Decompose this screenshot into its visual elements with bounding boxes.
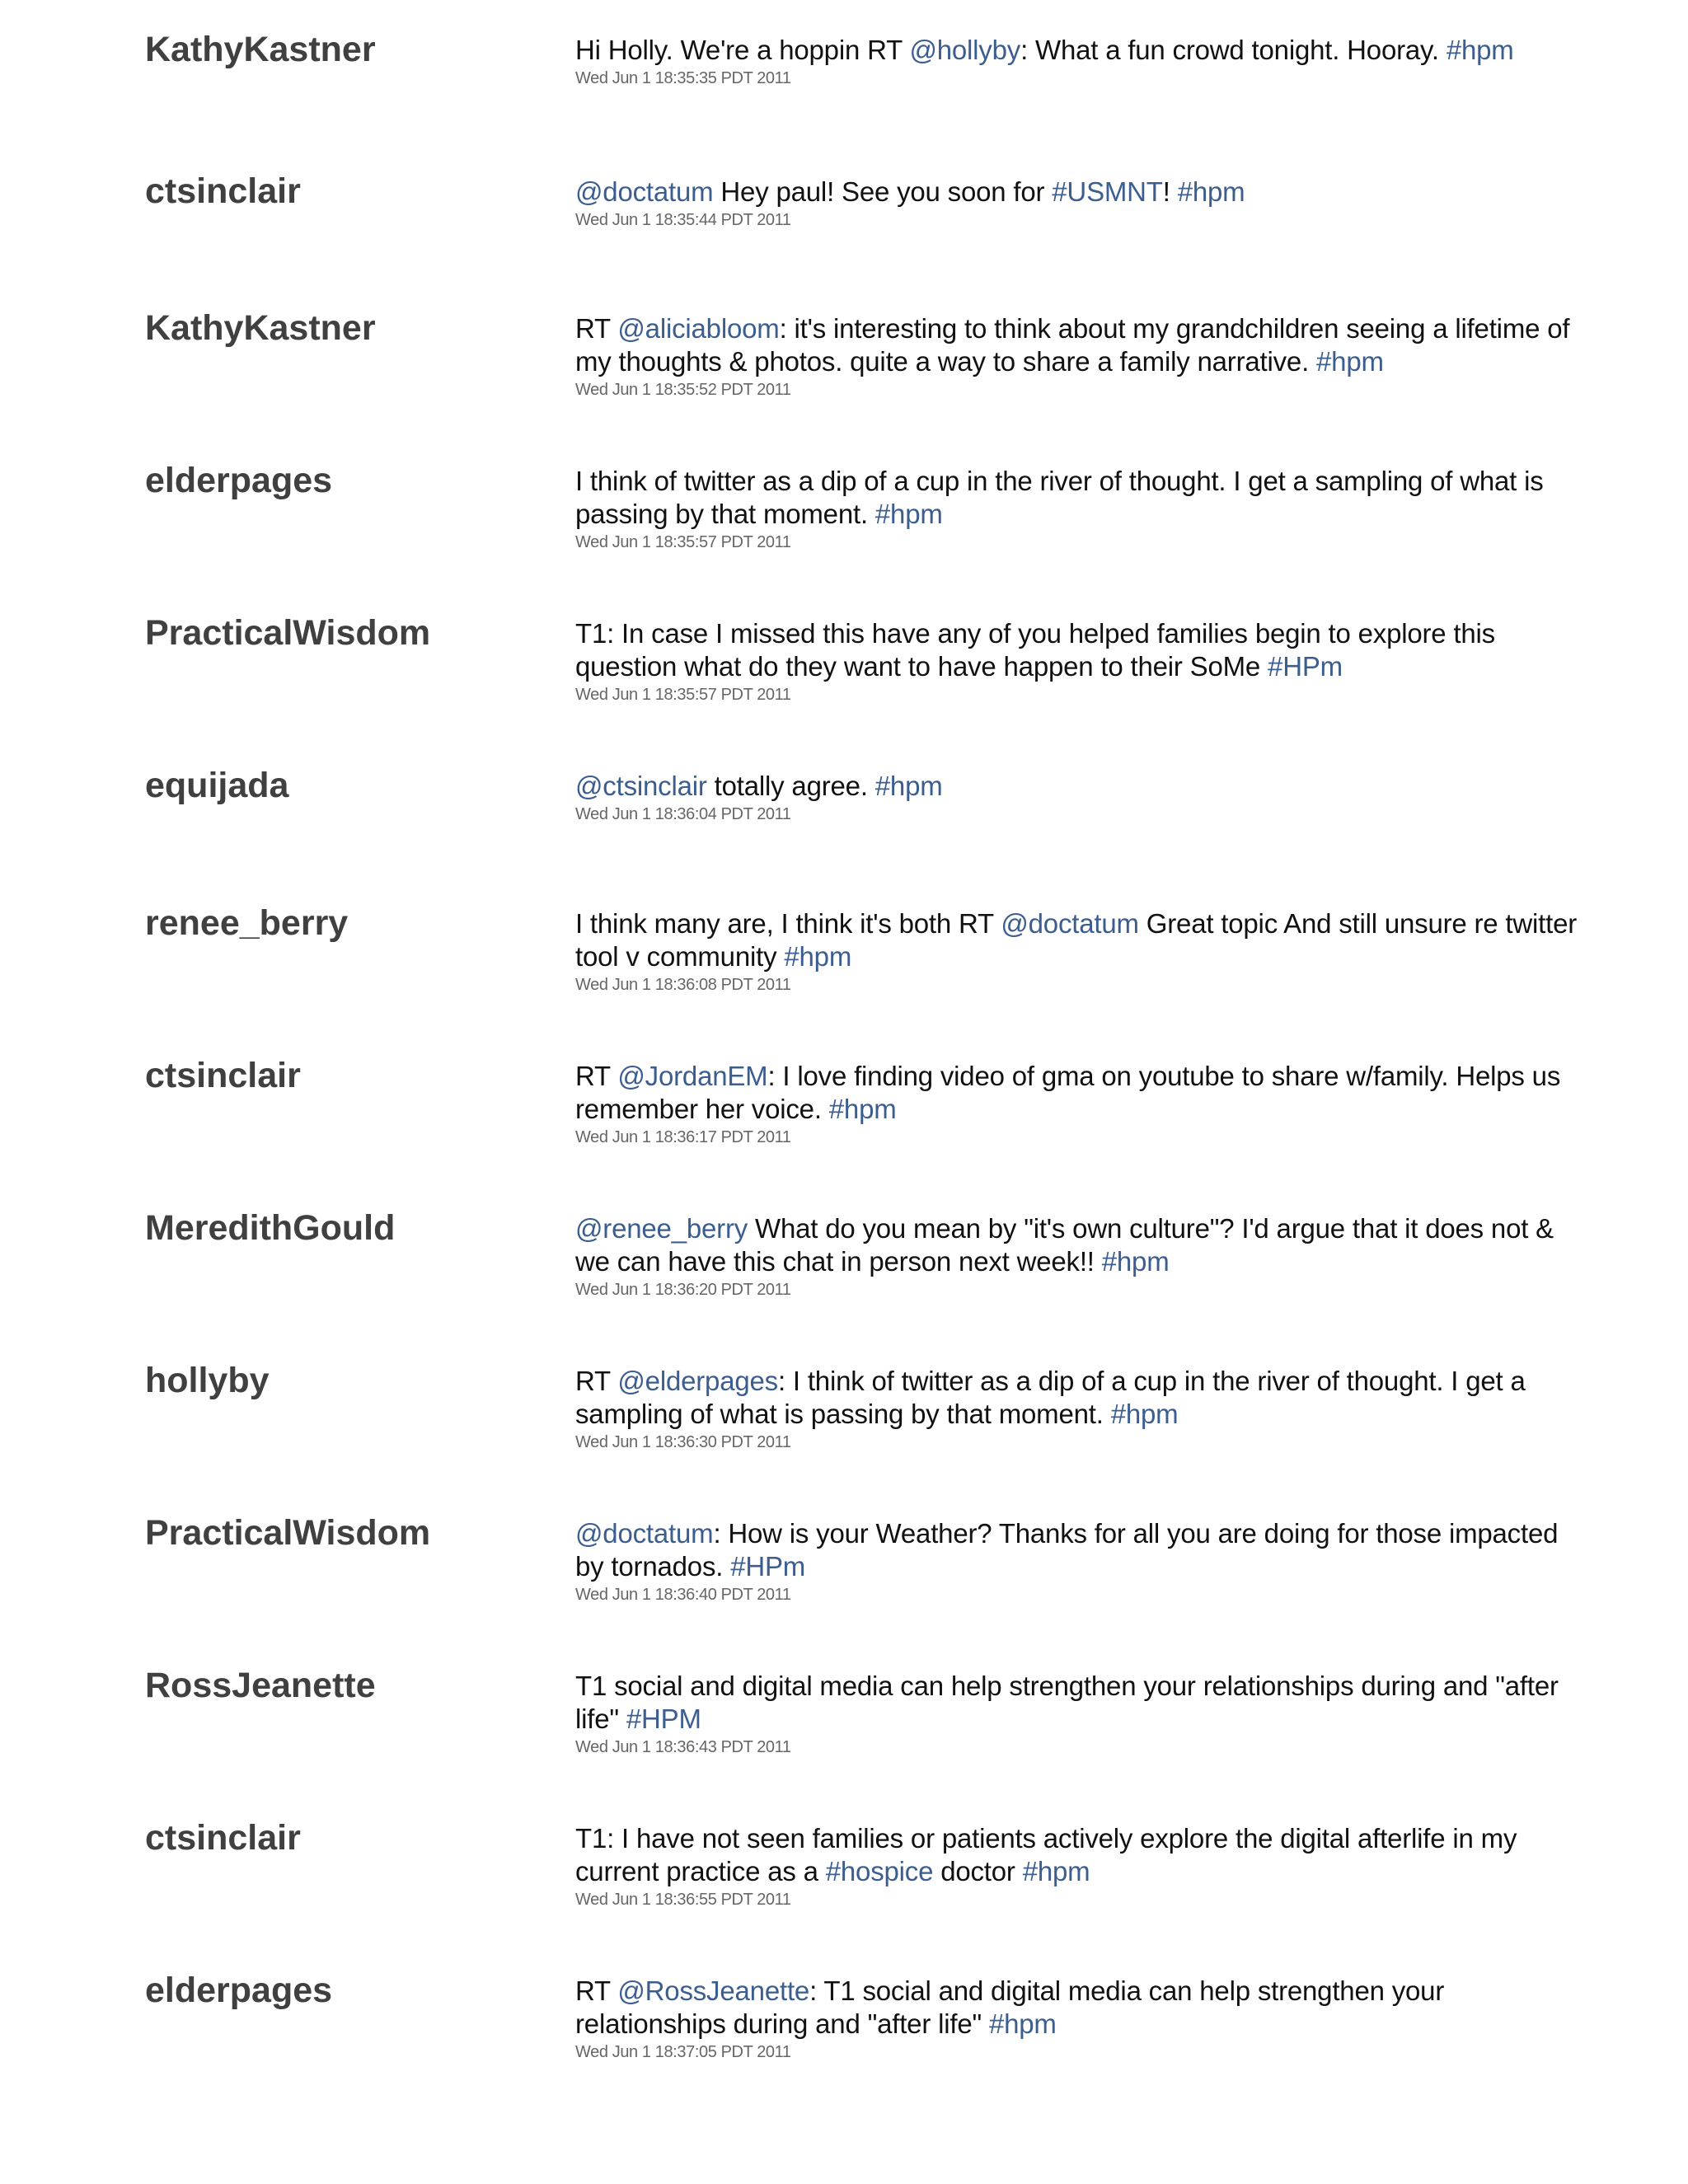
tweet-text bbox=[575, 1060, 1589, 1126]
tweet-text bbox=[575, 176, 1589, 209]
mention-link[interactable]: @doctatum bbox=[575, 1518, 714, 1549]
tweet-text-segment: doctor bbox=[933, 1856, 1023, 1886]
tweet-timestamp: Wed Jun 1 18:36:17 PDT 2011 bbox=[575, 1128, 791, 1146]
tweet-timestamp: Wed Jun 1 18:36:40 PDT 2011 bbox=[575, 1586, 791, 1604]
tweet-timestamp: Wed Jun 1 18:35:52 PDT 2011 bbox=[575, 381, 791, 399]
tweet-timestamp: Wed Jun 1 18:35:57 PDT 2011 bbox=[575, 686, 791, 704]
tweet-timestamp: Wed Jun 1 18:36:08 PDT 2011 bbox=[575, 976, 791, 994]
tweet-text bbox=[575, 1517, 1589, 1583]
hashtag-link[interactable]: #USMNT bbox=[1052, 176, 1163, 207]
tweet-timestamp: Wed Jun 1 18:36:04 PDT 2011 bbox=[575, 805, 791, 823]
tweet-content bbox=[575, 1517, 1589, 1605]
hashtag-link[interactable]: #HPM bbox=[626, 1704, 701, 1734]
tweet-username[interactable]: RossJeanette bbox=[145, 1666, 376, 1705]
tweet-username[interactable]: MeredithGould bbox=[145, 1208, 396, 1248]
tweet-text-segment: : I love finding video of gma on youtube to share w/family. Helps us remember her voice. bbox=[575, 1061, 1561, 1124]
tweet-text-segment: RT bbox=[575, 1061, 618, 1091]
hashtag-link[interactable]: #hpm bbox=[1110, 1399, 1179, 1429]
hashtag-link[interactable]: #hpm bbox=[988, 2008, 1057, 2039]
hashtag-link[interactable]: #hpm bbox=[1022, 1856, 1090, 1886]
tweet-text-segment: Great topic And still unsure re twitter tool v community bbox=[575, 908, 1578, 972]
hashtag-link[interactable]: #hospice bbox=[825, 1856, 934, 1886]
tweet-username[interactable]: renee_berry bbox=[145, 903, 349, 943]
tweet-text-segment: T1 social and digital media can help strengthen your relationships during and "after life" bbox=[575, 1671, 1559, 1734]
tweet-content bbox=[575, 1365, 1589, 1453]
tweet-content bbox=[575, 1060, 1589, 1148]
mention-link[interactable]: @hollyby bbox=[909, 35, 1021, 65]
tweet-text-segment: T1: I have not seen families or patients actively explore the digital afterlife in my current practice as a bbox=[575, 1823, 1517, 1886]
hashtag-link[interactable]: #hpm bbox=[1177, 176, 1245, 207]
tweet-text bbox=[575, 465, 1589, 531]
tweet-timestamp: Wed Jun 1 18:37:05 PDT 2011 bbox=[575, 2043, 791, 2061]
hashtag-link[interactable]: #hpm bbox=[874, 499, 943, 529]
tweet-text-segment: : How is your Weather? Thanks for all you are doing for those impacted by tornados. bbox=[575, 1518, 1559, 1582]
tweet-timestamp: Wed Jun 1 18:36:43 PDT 2011 bbox=[575, 1738, 791, 1756]
tweet-username[interactable]: KathyKastner bbox=[145, 308, 376, 348]
tweet-content bbox=[575, 617, 1589, 705]
tweet-timestamp: Wed Jun 1 18:35:35 PDT 2011 bbox=[575, 69, 791, 87]
tweet-text-segment: What do you mean by "it's own culture"? I'd argue that it does not & we can have this chat in person next week!! bbox=[575, 1213, 1554, 1277]
tweet-content bbox=[575, 1975, 1589, 2063]
tweet-text-segment: RT bbox=[575, 313, 618, 344]
tweet-text bbox=[575, 770, 1589, 803]
tweet-text-segment: RT bbox=[575, 1366, 618, 1396]
tweet-text bbox=[575, 1670, 1589, 1736]
tweet-text-segment: I think of twitter as a dip of a cup in the river of thought. I get a sampling of what is passing by that moment. bbox=[575, 466, 1544, 529]
tweet-content bbox=[575, 1212, 1589, 1301]
tweet-content bbox=[575, 176, 1589, 231]
tweet-timestamp: Wed Jun 1 18:36:55 PDT 2011 bbox=[575, 1891, 791, 1909]
hashtag-link[interactable]: #hpm bbox=[1316, 346, 1384, 377]
tweet-username[interactable]: ctsinclair bbox=[145, 171, 301, 211]
tweet-timestamp: Wed Jun 1 18:35:44 PDT 2011 bbox=[575, 211, 791, 229]
tweet-timestamp: Wed Jun 1 18:35:57 PDT 2011 bbox=[575, 533, 791, 551]
mention-link[interactable]: @JordanEM bbox=[617, 1061, 768, 1091]
hashtag-link[interactable]: #HPm bbox=[730, 1551, 806, 1582]
tweet-text-segment: : What a fun crowd tonight. Hooray. bbox=[1020, 35, 1447, 65]
hashtag-link[interactable]: #HPm bbox=[1268, 651, 1343, 682]
tweet-text-segment: RT bbox=[575, 1975, 618, 2006]
hashtag-link[interactable]: #hpm bbox=[874, 771, 943, 801]
tweet-timestamp: Wed Jun 1 18:36:20 PDT 2011 bbox=[575, 1281, 791, 1299]
tweet-text-segment: : T1 social and digital media can help strengthen your relationships during and "after life" bbox=[575, 1975, 1445, 2039]
tweet-username[interactable]: KathyKastner bbox=[145, 30, 376, 69]
tweet-content bbox=[575, 34, 1589, 89]
tweet-text-segment: I think many are, I think it's both RT bbox=[575, 908, 1001, 939]
tweet-text bbox=[575, 34, 1589, 67]
tweet-text bbox=[575, 312, 1589, 378]
tweet-username[interactable]: hollyby bbox=[145, 1361, 270, 1400]
tweet-text-segment: Hi Holly. We're a hoppin RT bbox=[575, 35, 910, 65]
mention-link[interactable]: @aliciabloom bbox=[617, 313, 780, 344]
tweet-username[interactable]: ctsinclair bbox=[145, 1818, 301, 1858]
tweet-content bbox=[575, 907, 1589, 996]
tweet-username[interactable]: equijada bbox=[145, 766, 289, 805]
tweet-text bbox=[575, 1212, 1589, 1278]
mention-link[interactable]: @ctsinclair bbox=[575, 771, 707, 801]
mention-link[interactable]: @renee_berry bbox=[575, 1213, 748, 1244]
tweet-content bbox=[575, 465, 1589, 553]
mention-link[interactable]: @elderpages bbox=[617, 1366, 778, 1396]
tweet-text-segment: totally agree. bbox=[706, 771, 875, 801]
tweet-text bbox=[575, 1822, 1589, 1888]
tweet-username[interactable]: PracticalWisdom bbox=[145, 1513, 431, 1553]
hashtag-link[interactable]: #hpm bbox=[784, 941, 852, 972]
tweet-content bbox=[575, 312, 1589, 401]
hashtag-link[interactable]: #hpm bbox=[1101, 1246, 1170, 1277]
mention-link[interactable]: @doctatum bbox=[575, 176, 714, 207]
tweet-text bbox=[575, 617, 1589, 683]
tweet-text bbox=[575, 1975, 1589, 2041]
hashtag-link[interactable]: #hpm bbox=[828, 1094, 897, 1124]
tweet-text bbox=[575, 907, 1589, 973]
hashtag-link[interactable]: #hpm bbox=[1446, 35, 1514, 65]
tweet-text-segment: ! bbox=[1162, 176, 1178, 207]
tweet-username[interactable]: elderpages bbox=[145, 461, 333, 500]
tweet-content bbox=[575, 770, 1589, 825]
tweet-text-segment: : I think of twitter as a dip of a cup in the river of thought. I get a sampling of what is passing by that moment. bbox=[575, 1366, 1526, 1429]
tweet-text bbox=[575, 1365, 1589, 1431]
mention-link[interactable]: @doctatum bbox=[1001, 908, 1139, 939]
tweet-username[interactable]: PracticalWisdom bbox=[145, 613, 431, 653]
tweet-timestamp: Wed Jun 1 18:36:30 PDT 2011 bbox=[575, 1433, 791, 1451]
tweet-text-segment: Hey paul! See you soon for bbox=[713, 176, 1053, 207]
tweet-content bbox=[575, 1822, 1589, 1910]
tweet-username[interactable]: ctsinclair bbox=[145, 1056, 301, 1095]
mention-link[interactable]: @RossJeanette bbox=[617, 1975, 810, 2006]
tweet-text-segment: : it's interesting to think about my grandchildren seeing a lifetime of my thoughts & photos. quite a way to share a family narrative. bbox=[575, 313, 1570, 377]
tweet-username[interactable]: elderpages bbox=[145, 1971, 333, 2010]
tweet-content bbox=[575, 1670, 1589, 1758]
tweet-text-segment: T1: In case I missed this have any of you helped families begin to explore this question what do they want to have happen to their SoMe bbox=[575, 618, 1495, 682]
